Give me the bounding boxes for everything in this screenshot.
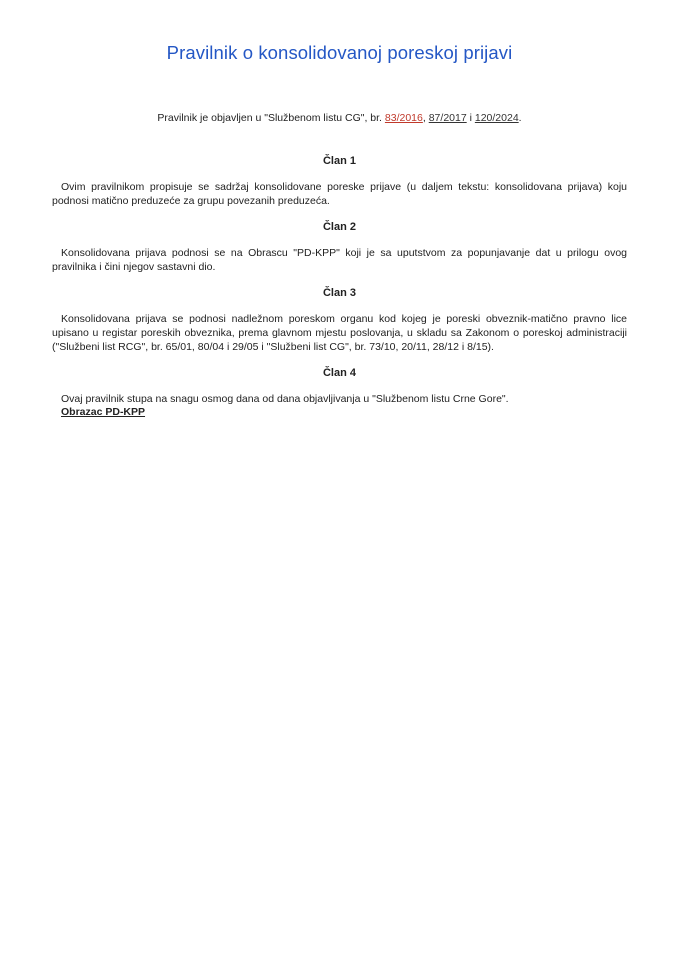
publication-prefix: Pravilnik je objavljen u "Službenom listu CG", br. bbox=[157, 112, 385, 124]
article-3-heading: Član 3 bbox=[322, 287, 356, 299]
publication-separator-1: , bbox=[422, 112, 429, 124]
form-pd-kpp-link[interactable]: Obrazac PD-KPP bbox=[61, 406, 146, 418]
article-1-heading: Član 1 bbox=[322, 155, 356, 167]
article-2-heading: Član 2 bbox=[322, 221, 356, 233]
article-2-text: Konsolidovana prijava podnosi se na Obrascu "PD-KPP" koji je sa uputstvom za popunjavanje dat u prilogu ovog pravilnika i čini njegov sastavni dio. bbox=[52, 247, 627, 273]
article-4-text: Ovaj pravilnik stupa na snagu osmog dana od dana objavljivanja u "Službenom listu Crne Gore". bbox=[61, 393, 509, 405]
article-4-heading: Član 4 bbox=[322, 367, 356, 379]
article-3-text: Konsolidovana prijava se podnosi nadležnom poreskom organu kod kojeg je poreski obveznik-matično pravno lice upisano u registar poreskih obveznika, prema glavnom mjestu poslovanja, u skladu sa Zakonom o poreskoj administraciji ("Službeni list RCG", br. 65/01, 80/04 i 29/05 i "Službeni list CG", br. 73/10, 20/11, 28/12 i 8/15). bbox=[52, 313, 627, 353]
publication-suffix: . bbox=[518, 112, 522, 124]
gazette-ref-link-1[interactable]: 83/2016 bbox=[384, 112, 423, 124]
publication-separator-2: i bbox=[466, 112, 475, 124]
gazette-ref-link-2[interactable]: 87/2017 bbox=[428, 112, 467, 124]
publication-note bbox=[0, 112, 679, 124]
article-1-text: Ovim pravilnikom propisuje se sadržaj konsolidovane poreske prijave (u daljem tekstu: konsolidovana prijava) koju podnosi matično preduzeće za grupu povezanih preduzeća. bbox=[52, 181, 627, 207]
gazette-ref-link-3[interactable]: 120/2024 bbox=[474, 112, 519, 124]
document-title: Pravilnik o konsolidovanoj poreskoj prijavi bbox=[166, 42, 513, 63]
